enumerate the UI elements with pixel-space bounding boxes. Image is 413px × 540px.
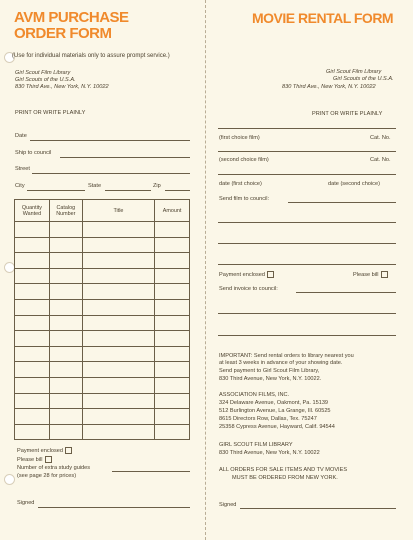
- header-quantity: Quantity Wanted: [15, 200, 50, 222]
- table-row[interactable]: [15, 331, 190, 347]
- city-line[interactable]: [27, 190, 85, 191]
- send-film-line-3[interactable]: [218, 243, 396, 244]
- left-please-bill: [17, 456, 52, 463]
- extra-guides-label: Number of extra study guides: [17, 465, 91, 471]
- first-choice-line[interactable]: [218, 128, 396, 129]
- left-signed-label: Signed: [17, 500, 35, 506]
- send-film-line-2[interactable]: [218, 222, 396, 223]
- center-divider: [205, 0, 206, 540]
- right-address-2: Girl Scouts of the U.S.A.: [333, 76, 394, 82]
- table-row[interactable]: [15, 315, 190, 331]
- header-catalog: Catalog Number: [49, 200, 82, 222]
- left-address-1: Girl Scout Film Library: [15, 70, 71, 76]
- table-row[interactable]: [15, 424, 190, 440]
- association-4: 8615 Directors Row, Dallas, Tex. 75247: [219, 416, 317, 422]
- right-please-bill: [353, 271, 388, 278]
- zip-label: Zip: [153, 183, 161, 189]
- association-2: 324 Delaware Avenue, Oakmont, Pa. 15139: [219, 400, 329, 406]
- right-payment-enclosed-label: Payment enclosed: [219, 271, 266, 278]
- all-orders-2: MUST BE ORDERED FROM NEW YORK.: [232, 475, 338, 481]
- table-row[interactable]: [15, 222, 190, 238]
- table-row[interactable]: [15, 268, 190, 284]
- right-please-bill-checkbox[interactable]: [381, 271, 388, 278]
- table-row[interactable]: [15, 237, 190, 253]
- left-payment-enclosed: [17, 447, 72, 454]
- second-choice-label: (second choice film): [219, 157, 269, 163]
- city-label: City: [15, 183, 25, 189]
- date-second-label: date (second choice): [328, 181, 380, 187]
- important-2: at least 3 weeks in advance of your showing date.: [219, 360, 343, 366]
- ship-to-line[interactable]: [60, 157, 190, 158]
- zip-line[interactable]: [165, 190, 190, 191]
- state-label: State: [88, 183, 102, 189]
- left-please-bill-checkbox[interactable]: [45, 456, 52, 463]
- right-signed-line[interactable]: [240, 508, 396, 509]
- right-signed-label: Signed: [219, 502, 237, 508]
- first-cat-no: Cat. No.: [370, 135, 391, 141]
- left-address-3: 830 Third Ave., New York, N.Y. 10022: [15, 84, 109, 90]
- binder-hole-bottom: [4, 474, 15, 485]
- table-row[interactable]: [15, 284, 190, 300]
- right-address-3: 830 Third Ave., New York, N.Y. 10022: [282, 84, 376, 90]
- association-1: ASSOCIATION FILMS, INC.: [219, 392, 290, 398]
- right-payment-enclosed: [219, 271, 274, 278]
- send-invoice-line-3[interactable]: [218, 335, 396, 336]
- first-choice-label: (first choice film): [219, 135, 260, 141]
- send-invoice-label: Send invoice to council:: [219, 286, 278, 292]
- left-payment-enclosed-label: Payment enclosed: [17, 447, 64, 454]
- send-film-line-4[interactable]: [218, 264, 396, 265]
- second-cat-no: Cat. No.: [370, 157, 391, 163]
- right-address-1: Girl Scout Film Library: [326, 69, 382, 75]
- table-row[interactable]: [15, 253, 190, 269]
- right-please-bill-label: Please bill: [353, 271, 379, 278]
- left-payment-enclosed-checkbox[interactable]: [65, 447, 72, 454]
- right-title: MOVIE RENTAL FORM: [252, 10, 394, 26]
- table-row[interactable]: [15, 346, 190, 362]
- date-line[interactable]: [30, 140, 190, 141]
- right-print-instruction: PRINT OR WRITE PLAINLY: [312, 111, 383, 117]
- see-page-label: (see page 28 for prices): [17, 473, 77, 479]
- send-invoice-line-2[interactable]: [218, 313, 396, 314]
- header-title: Title: [82, 200, 154, 222]
- street-line[interactable]: [32, 173, 190, 174]
- left-address-2: Girl Scouts of the U.S.A.: [15, 77, 76, 83]
- table-row[interactable]: [15, 299, 190, 315]
- send-invoice-line-1[interactable]: [296, 292, 396, 293]
- left-print-instruction: PRINT OR WRITE PLAINLY: [15, 110, 86, 116]
- association-3: 512 Burlington Avenue, La Grange, Ill. 60525: [219, 408, 331, 414]
- state-line[interactable]: [105, 190, 151, 191]
- left-signed-line[interactable]: [38, 507, 190, 508]
- left-note: (Use for individual materials only to assure prompt service.): [12, 53, 170, 59]
- date-choice-line[interactable]: [218, 174, 396, 175]
- second-choice-line[interactable]: [218, 151, 396, 152]
- send-film-line-1[interactable]: [288, 202, 396, 203]
- important-3: Send payment to Girl Scout Film Library,: [219, 368, 320, 374]
- date-first-label: date (first choice): [219, 181, 262, 187]
- ship-to-label: Ship to council: [15, 150, 52, 156]
- gsfl-2: 830 Third Avenue, New York, N.Y. 10022: [219, 450, 320, 456]
- left-title-line2: ORDER FORM: [14, 25, 112, 42]
- important-4: 830 Third Avenue, New York, N.Y. 10022.: [219, 376, 322, 382]
- association-5: 25358 Cypress Avenue, Hayward, Calif. 94544: [219, 424, 335, 430]
- all-orders-1: ALL ORDERS FOR SALE ITEMS AND TV MOVIES: [219, 467, 348, 473]
- table-row[interactable]: [15, 377, 190, 393]
- gsfl-1: GIRL SCOUT FILM LIBRARY: [219, 442, 293, 448]
- left-please-bill-label: Please bill: [17, 456, 43, 463]
- table-row[interactable]: [15, 393, 190, 409]
- date-label: Date: [15, 133, 27, 139]
- send-film-to-label: Send film to council:: [219, 196, 270, 202]
- left-title-line1: AVM PURCHASE: [14, 9, 129, 26]
- header-amount: Amount: [155, 200, 190, 222]
- right-payment-enclosed-checkbox[interactable]: [267, 271, 274, 278]
- extra-guides-line[interactable]: [112, 471, 190, 472]
- street-label: Street: [15, 166, 30, 172]
- order-table: [14, 199, 190, 440]
- table-row[interactable]: [15, 362, 190, 378]
- table-row[interactable]: [15, 409, 190, 425]
- important-1: IMPORTANT: Send rental orders to library nearest you: [219, 353, 354, 359]
